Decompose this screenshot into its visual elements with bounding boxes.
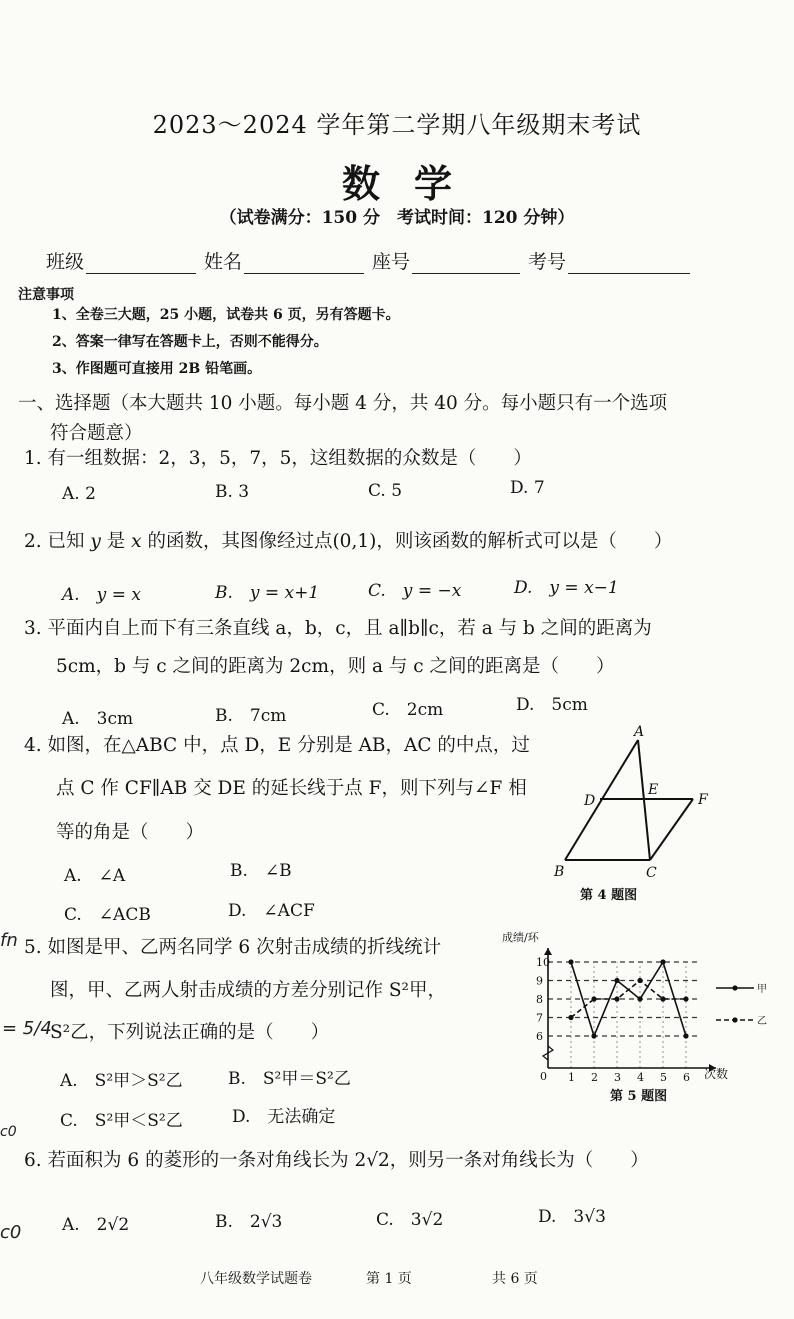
q4-option-c[interactable]: C. ∠ACB bbox=[64, 905, 151, 925]
q1-option-a[interactable]: A. 2 bbox=[62, 484, 96, 504]
q3-option-d[interactable]: D. 5cm bbox=[516, 695, 588, 715]
q3-option-c[interactable]: C. 2cm bbox=[372, 700, 444, 720]
label-f: F bbox=[698, 792, 708, 808]
seat-blank[interactable] bbox=[412, 255, 520, 274]
legend-marker bbox=[732, 1017, 737, 1022]
chart-xlabel: 次数 bbox=[704, 1067, 729, 1081]
y-tick-label: 9 bbox=[536, 974, 543, 988]
data-point bbox=[614, 996, 619, 1001]
q6-stem: 6. 若面积为 6 的菱形的一条对角线长为 2√2，则另一条对角线长为（ ） bbox=[24, 1150, 649, 1171]
name-label: 姓名 bbox=[204, 251, 243, 273]
y-axis-arrow bbox=[544, 948, 552, 955]
data-point bbox=[660, 996, 665, 1001]
data-point bbox=[683, 1033, 688, 1038]
section-heading-cont: 符合题意） bbox=[50, 423, 143, 444]
q5-line2: 图，甲、乙两人射击成绩的方差分别记作 S²甲， bbox=[50, 980, 446, 1001]
notice-item: 3、作图题可直接用 2B 铅笔画。 bbox=[52, 361, 262, 377]
legend-label: 乙 bbox=[757, 1016, 767, 1027]
class-blank[interactable] bbox=[86, 255, 196, 274]
q4-triangle-figure bbox=[540, 722, 730, 907]
section-heading: 一、选择题（本大题共 10 小题。每小题 4 分，共 40 分。每小题只有一个选项 bbox=[18, 393, 668, 414]
y-tick-label: 8 bbox=[536, 993, 543, 1006]
q2-option-a[interactable]: A. y = x bbox=[62, 585, 141, 605]
student-info-line bbox=[46, 247, 698, 274]
exam-no-blank[interactable] bbox=[568, 255, 690, 274]
label-e: E bbox=[648, 782, 659, 798]
chart-legend bbox=[716, 983, 767, 1027]
q2-stem: 2. 已知 y 是 x 的函数，其图像经过点(0,1)，则该函数的解析式可以是（ ） bbox=[24, 531, 673, 552]
q5-option-a[interactable]: A. S²甲＞S²乙 bbox=[60, 1071, 183, 1091]
legend-label: 甲 bbox=[757, 984, 767, 995]
label-a: A bbox=[634, 724, 645, 740]
x-tick-label: 5 bbox=[660, 1071, 667, 1084]
chart-origin-label: 0 bbox=[540, 1070, 547, 1083]
q4-option-a[interactable]: A. ∠A bbox=[64, 866, 126, 886]
data-point bbox=[683, 996, 688, 1001]
subject-title: 数学 bbox=[341, 161, 486, 206]
name-blank[interactable] bbox=[244, 255, 364, 274]
footer-total: 共 6 页 bbox=[492, 1271, 538, 1287]
q5-line3: S²乙，下列说法正确的是（ ） bbox=[50, 1022, 330, 1043]
q3-option-a[interactable]: A. 3cm bbox=[62, 709, 134, 729]
q5-line-chart bbox=[500, 928, 770, 1108]
q5-option-b[interactable]: B. S²甲＝S²乙 bbox=[228, 1069, 351, 1089]
x-tick-label: 1 bbox=[568, 1071, 575, 1084]
q6-option-a[interactable]: A. 2√2 bbox=[62, 1215, 130, 1235]
q2-option-b[interactable]: B. y = x+1 bbox=[215, 583, 320, 603]
data-point bbox=[637, 996, 642, 1001]
q2-option-d[interactable]: D. y = x−1 bbox=[514, 578, 619, 598]
q5-line1: 5. 如图是甲、乙两名同学 6 次射击成绩的折线统计 bbox=[24, 937, 442, 958]
q4-option-b[interactable]: B. ∠B bbox=[230, 861, 292, 881]
notice-item: 2、答案一律写在答题卡上，否则不能得分。 bbox=[52, 334, 328, 350]
q6-option-b[interactable]: B. 2√3 bbox=[215, 1212, 283, 1232]
q3-option-b[interactable]: B. 7cm bbox=[215, 706, 287, 726]
notice-heading: 注意事项 bbox=[18, 287, 74, 303]
q1-stem: 1. 有一组数据：2，3，5，7，5，这组数据的众数是（ ） bbox=[24, 448, 532, 469]
data-point bbox=[660, 959, 665, 964]
q1-option-b[interactable]: B. 3 bbox=[215, 482, 250, 502]
q6-option-d[interactable]: D. 3√3 bbox=[538, 1207, 606, 1227]
q4-line2: 点 C 作 CF∥AB 交 DE 的延长线于点 F，则下列与∠F 相 bbox=[56, 778, 527, 799]
data-point bbox=[568, 1015, 573, 1020]
y-tick-label: 7 bbox=[536, 1011, 543, 1025]
margin-scribble: c0 bbox=[0, 1222, 22, 1243]
q6-option-c[interactable]: C. 3√2 bbox=[376, 1210, 444, 1230]
label-d: D bbox=[584, 793, 596, 809]
footer-page: 第 1 页 bbox=[366, 1271, 412, 1287]
exam-no-label: 考号 bbox=[528, 251, 567, 273]
seat-label: 座号 bbox=[372, 251, 411, 273]
exam-title: 2023～2024 学年第二学期八年级期末考试 bbox=[152, 111, 642, 139]
q3-line1: 3. 平面内自上而下有三条直线 a，b，c，且 a∥b∥c，若 a 与 b 之间的距离为 bbox=[24, 618, 652, 639]
q4-figure-caption: 第 4 题图 bbox=[580, 888, 638, 903]
margin-scribble: c0 bbox=[0, 1124, 17, 1140]
chart-axes bbox=[543, 948, 716, 1072]
exam-meta: （试卷满分：150 分 考试时间：120 分钟） bbox=[219, 208, 575, 228]
q4-line3: 等的角是（ ） bbox=[56, 822, 205, 843]
class-label: 班级 bbox=[46, 251, 85, 273]
x-tick-label: 4 bbox=[637, 1071, 644, 1084]
chart-ylabel: 成绩/环 bbox=[502, 931, 539, 944]
margin-scribble: fn bbox=[0, 930, 18, 951]
q4-line1: 4. 如图，在△ABC 中，点 D，E 分别是 AB，AC 的中点，过 bbox=[24, 735, 530, 756]
q5-figure-caption: 第 5 题图 bbox=[610, 1089, 668, 1104]
footer-title: 八年级数学试题卷 bbox=[200, 1271, 312, 1287]
q3-line2: 5cm，b 与 c 之间的距离为 2cm，则 a 与 c 之间的距离是（ ） bbox=[56, 656, 615, 677]
data-point bbox=[591, 996, 596, 1001]
legend-marker bbox=[732, 985, 737, 990]
label-c: C bbox=[646, 865, 657, 881]
x-tick-label: 6 bbox=[683, 1071, 690, 1084]
q1-option-c[interactable]: C. 5 bbox=[368, 481, 403, 501]
margin-scribble: = 5/4 bbox=[2, 1018, 52, 1039]
label-b: B bbox=[554, 864, 565, 880]
y-tick-label: 10 bbox=[536, 956, 550, 969]
q5-option-d[interactable]: D. 无法确定 bbox=[232, 1107, 336, 1127]
q1-option-d[interactable]: D. 7 bbox=[510, 478, 545, 498]
q4-option-d[interactable]: D. ∠ACF bbox=[228, 901, 315, 921]
x-tick-label: 3 bbox=[614, 1071, 621, 1084]
notice-item: 1、全卷三大题，25 小题，试卷共 6 页，另有答题卡。 bbox=[52, 307, 400, 323]
q2-option-c[interactable]: C. y = −x bbox=[368, 581, 462, 601]
data-point bbox=[614, 978, 619, 983]
y-tick-label: 6 bbox=[536, 1030, 543, 1043]
data-point bbox=[637, 978, 642, 983]
x-tick-label: 2 bbox=[591, 1071, 598, 1084]
data-point bbox=[591, 1033, 596, 1038]
segment-cf bbox=[650, 799, 693, 860]
q5-option-c[interactable]: C. S²甲＜S²乙 bbox=[60, 1111, 183, 1131]
data-point bbox=[568, 959, 573, 964]
